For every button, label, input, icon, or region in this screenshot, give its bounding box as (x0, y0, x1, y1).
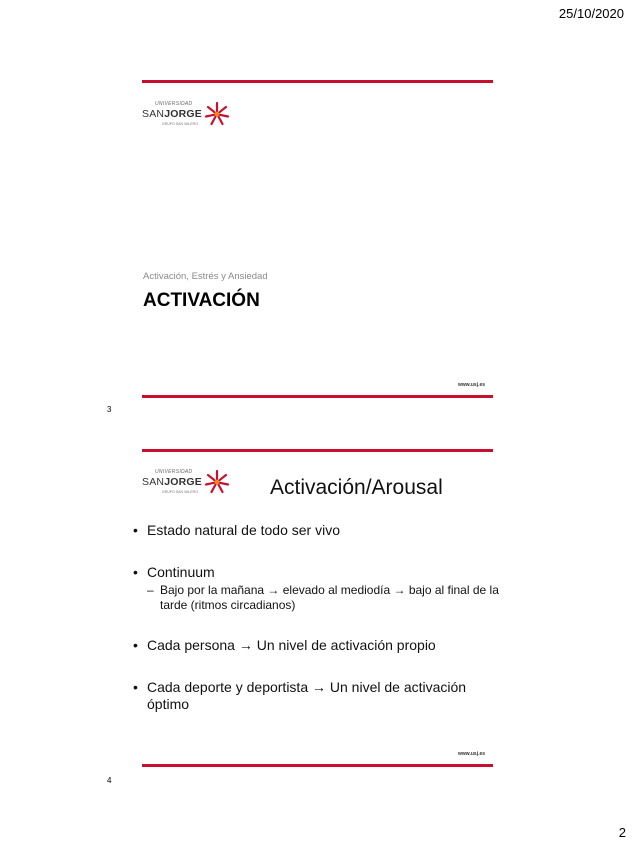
logo-university-text: UNIVERSIDAD (155, 101, 193, 107)
slide4-top-rule (142, 449, 493, 452)
bullet-dot-icon: • (133, 564, 138, 580)
bullet-dot-icon: • (133, 679, 138, 695)
list-item: • Continuum (133, 564, 215, 580)
slide3-number: 3 (107, 405, 112, 414)
slide4-website: www.usj.es (458, 751, 486, 757)
bullet-dot-icon: • (133, 637, 138, 653)
slide3-bottom-rule (142, 395, 493, 398)
slide4-bullet-list (133, 522, 503, 713)
sub-list-item: – Bajo por la mañana → elevado al mediodía → bajo al final de la tarde (ritmos circadianos) (147, 583, 499, 612)
slide4-bottom-rule (142, 764, 493, 767)
sunburst-logo-icon (204, 101, 230, 127)
dash-icon: – (147, 583, 154, 597)
list-item: • Estado natural de todo ser vivo (133, 522, 341, 538)
logo-name: SANJORGE (142, 108, 202, 120)
slide3-website: www.usj.es (458, 382, 486, 388)
page-number: 2 (618, 825, 626, 840)
slide4-number: 4 (107, 776, 112, 785)
slide4-logo (142, 469, 237, 505)
list-item: • Cada persona → Un nivel de activación propio (133, 637, 436, 653)
slide3-logo (142, 101, 237, 137)
print-date: 25/10/2020 (558, 6, 624, 21)
logo-university-text: UNIVERSIDAD (155, 469, 193, 475)
list-item: • Cada deporte y deportista → Un nivel de activación óptimo (133, 679, 467, 712)
sunburst-logo-icon (204, 469, 230, 495)
slide4-title: Activación/Arousal (270, 476, 443, 499)
logo-name: SANJORGE (142, 476, 202, 488)
logo-tagline: GRUPO SAN VALERO (162, 490, 198, 494)
logo-tagline: GRUPO SAN VALERO (162, 122, 198, 126)
slide3-top-rule (142, 80, 493, 83)
slide3-title: ACTIVACIÓN (143, 290, 260, 311)
slide3-subtitle: Activación, Estrés y Ansiedad (143, 271, 268, 282)
bullet-dot-icon: • (133, 522, 138, 538)
